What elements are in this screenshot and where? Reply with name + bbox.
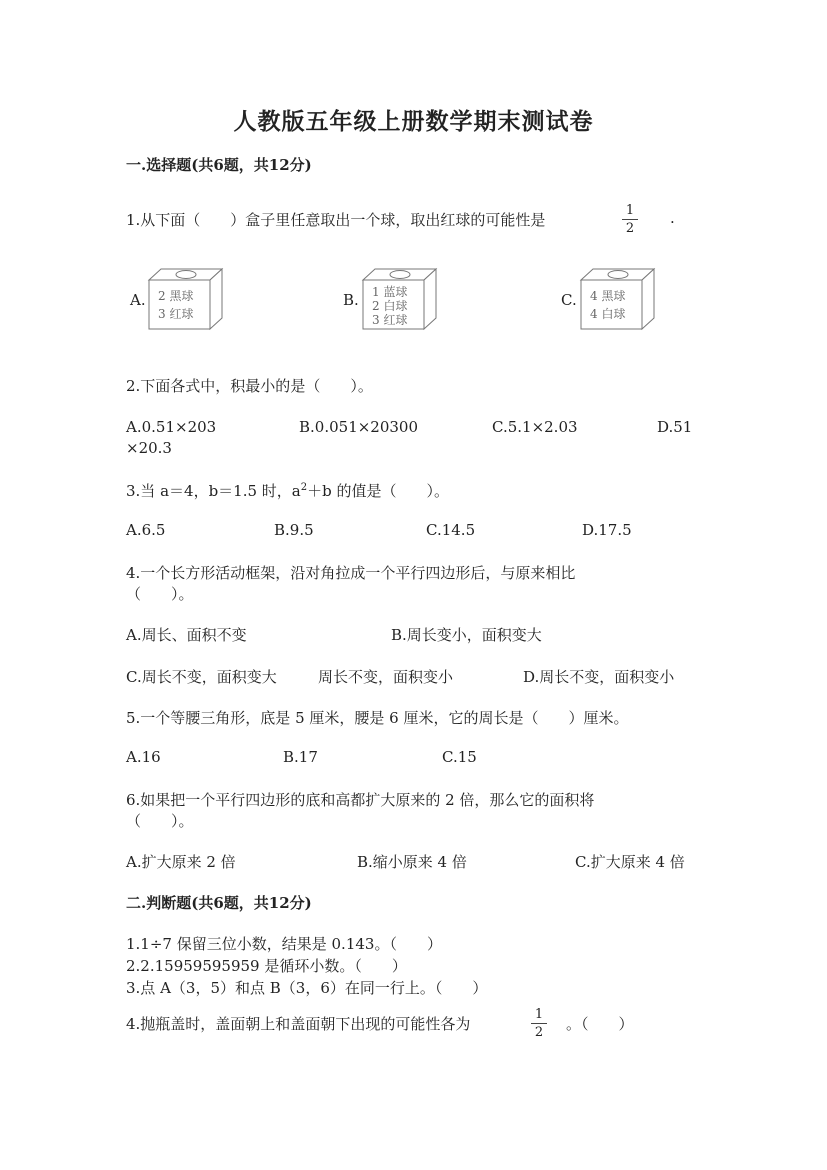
box-b-line-1: 1 蓝球 — [372, 285, 408, 299]
question-3-option-d: D.17.5 — [582, 521, 632, 539]
question-4-option-d: D.周长不变，面积变小 — [523, 668, 675, 686]
judgement-item-3: 3.点 A（3，5）和点 B（3，6）在同一行上。（ ） — [126, 979, 488, 997]
box-a-line-2: 3 红球 — [158, 307, 194, 321]
section-heading-choice: 一.选择题(共6题，共12分) — [126, 156, 312, 174]
fraction-denominator: 2 — [625, 221, 635, 236]
question-2-option-d-wrap: ×20.3 — [126, 439, 172, 457]
box-c-line-1: 4 黑球 — [590, 289, 626, 303]
box-b-line-3: 3 红球 — [372, 313, 408, 327]
box-b-line-2: 2 白球 — [372, 299, 408, 313]
question-5-option-b: B.17 — [283, 748, 318, 766]
question-3-text: 3.当 a＝4，b＝1.5 时，$a^2+b$ 的值是（ ）。 — [126, 482, 449, 500]
box-a-line-1: 2 黑球 — [158, 289, 194, 303]
judgement-item-4-tail: 。（ ） — [566, 1015, 634, 1033]
question-4-line-1: 4.一个长方形活动框架，沿对角拉成一个平行四边形后，与原来相比 — [126, 564, 576, 582]
box-c-line-2: 4 白球 — [590, 307, 626, 321]
question-4-option-b: B.周长变小，面积变大 — [391, 626, 542, 644]
judgement-item-4-fraction — [531, 1007, 547, 1040]
question-3-option-c: C.14.5 — [426, 521, 476, 539]
question-2-option-c: C.5.1×2.03 — [492, 418, 578, 436]
box-a-illustration — [146, 266, 226, 332]
question-3-option-a: A.6.5 — [126, 521, 166, 539]
question-6-line-1: 6.如果把一个平行四边形的底和高都扩大原来的 2 倍，那么它的面积将 — [126, 791, 595, 809]
page-title: 人教版五年级上册数学期末测试卷 — [233, 108, 594, 135]
box-b-label: B. — [343, 291, 359, 309]
question-4-option-extra: 周长不变，面积变小 — [318, 668, 454, 686]
judgement-item-1: 1.1÷7 保留三位小数，结果是 0.143。（ ） — [126, 935, 442, 953]
question-1-fraction — [622, 203, 638, 236]
question-2-option-b: B.0.051×20300 — [299, 418, 419, 436]
question-5-option-a: A.16 — [126, 748, 161, 766]
question-3-option-b: B.9.5 — [274, 521, 314, 539]
question-4-line-2: （ ）。 — [126, 585, 194, 603]
box-c-label: C. — [561, 291, 577, 309]
question-6-option-b: B.缩小原来 4 倍 — [357, 853, 467, 871]
section-heading-judgement: 二.判断题(共6题，共12分) — [126, 894, 312, 912]
question-5-text: 5.一个等腰三角形，底是 5 厘米，腰是 6 厘米，它的周长是（ ）厘米。 — [126, 709, 629, 727]
question-2-option-d: D.51 — [657, 418, 693, 436]
question-2-text: 2.下面各式中，积最小的是（ ）。 — [126, 377, 373, 395]
question-1-text: 1.从下面（ ）盒子里任意取出一个球，取出红球的可能性是 — [126, 211, 546, 229]
box-b-illustration — [360, 266, 440, 332]
question-6-option-a: A.扩大原来 2 倍 — [126, 853, 236, 871]
question-6-option-c: C.扩大原来 4 倍 — [575, 853, 685, 871]
fraction-denominator: 2 — [534, 1025, 544, 1040]
question-4-option-a: A.周长、面积不变 — [126, 626, 247, 644]
superscript: 2 — [300, 482, 308, 493]
judgement-item-2: 2.2.15959595959 是循环小数。（ ） — [126, 957, 407, 975]
judgement-item-4-text: 4.抛瓶盖时，盖面朝上和盖面朝下出现的可能性各为 — [126, 1015, 471, 1033]
question-4-option-c: C.周长不变，面积变大 — [126, 668, 277, 686]
question-5-option-c: C.15 — [442, 748, 477, 766]
question-6-line-2: （ ）。 — [126, 812, 194, 830]
box-c-illustration — [578, 266, 658, 332]
fraction-numerator: 1 — [534, 1007, 544, 1022]
question-1-tail: . — [670, 209, 675, 227]
box-a-label: A. — [130, 291, 146, 309]
fraction-numerator: 1 — [625, 203, 635, 218]
question-2-option-a: A.0.51×203 — [126, 418, 217, 436]
